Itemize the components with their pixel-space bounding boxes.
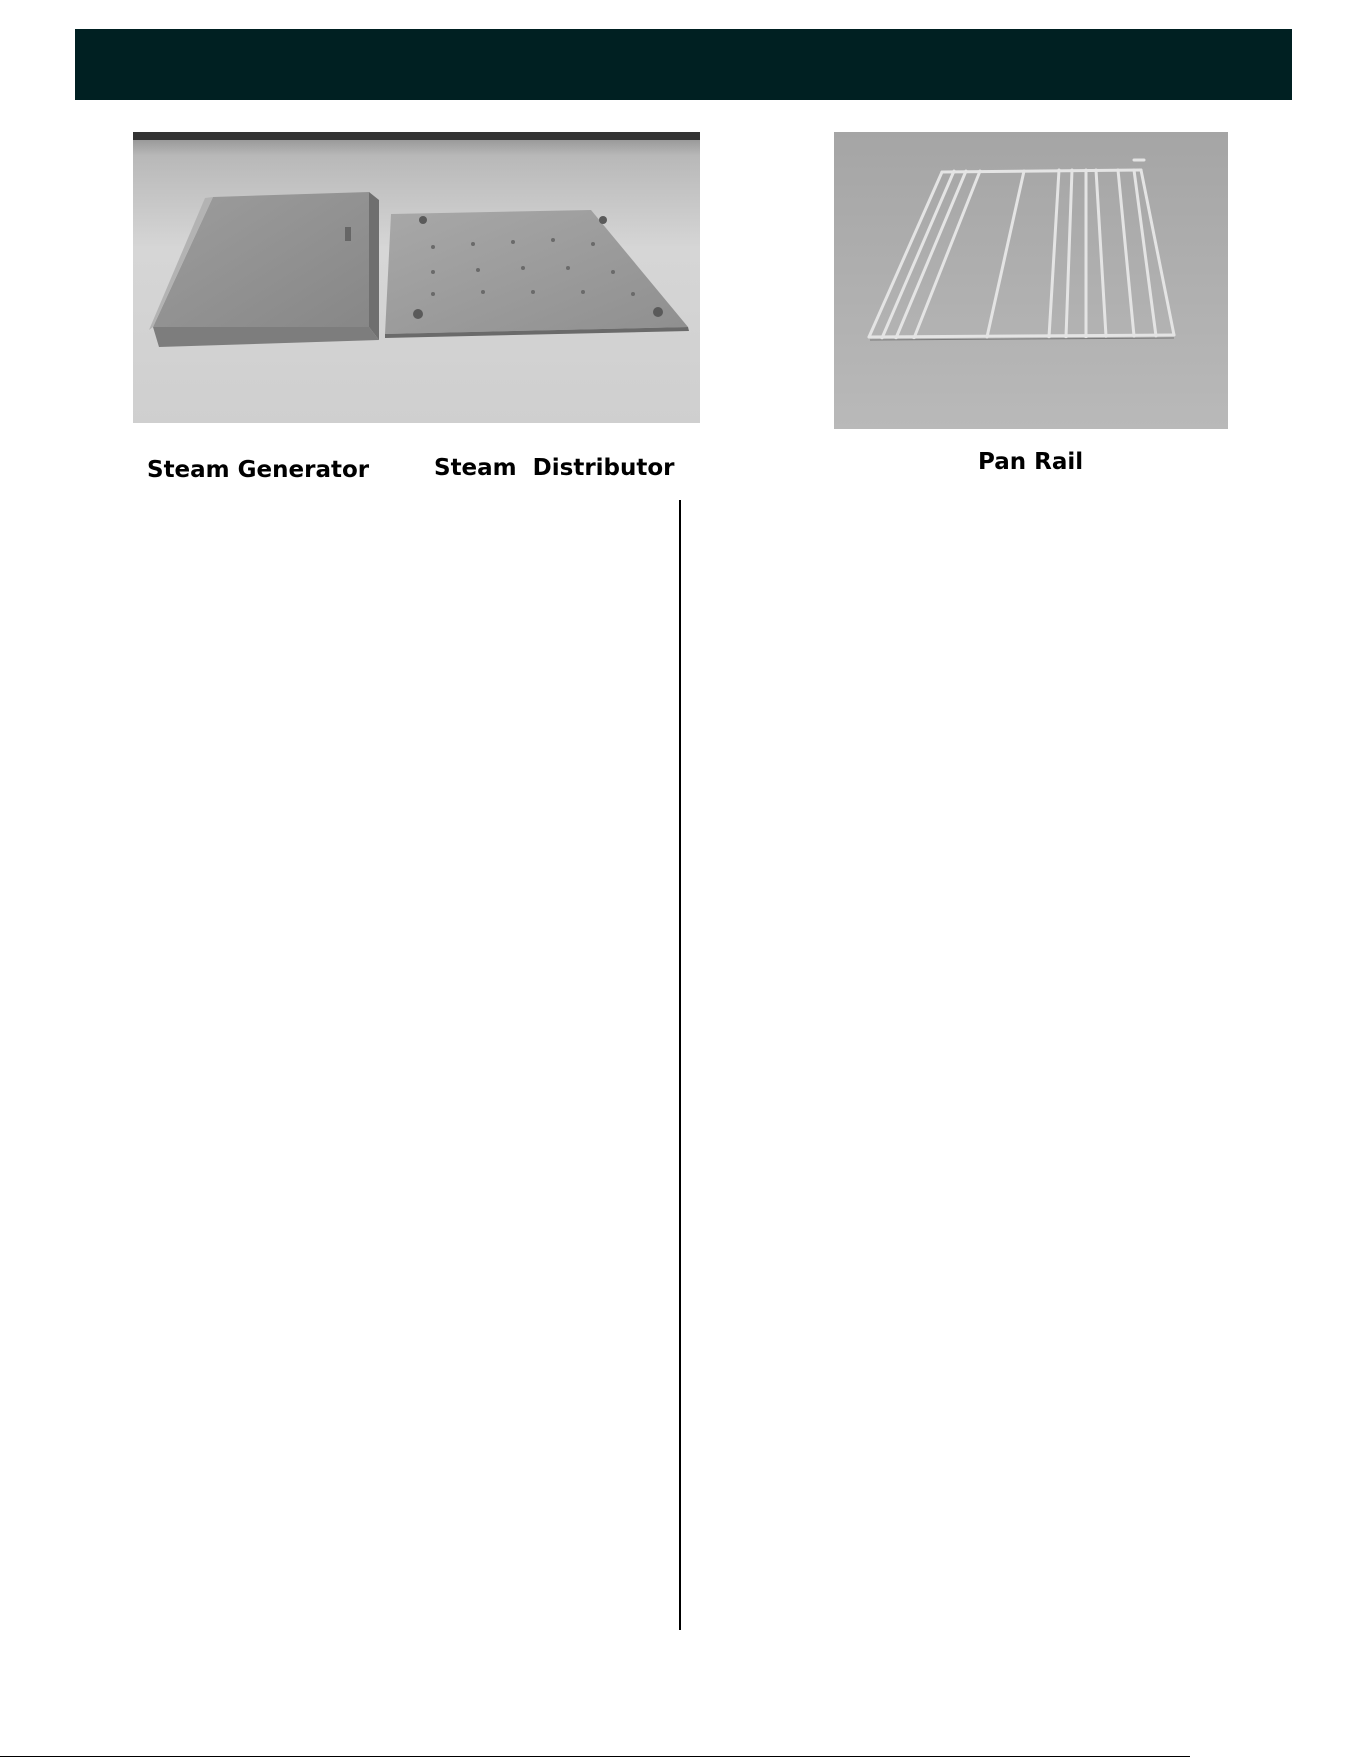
header-bar — [75, 29, 1292, 100]
footer-rule — [0, 1756, 1190, 1757]
pan-rail-caption: Pan Rail — [978, 449, 1084, 475]
column-divider — [679, 500, 681, 1630]
pan-rail-photo — [834, 132, 1228, 429]
steam-distributor-caption: Steam Distributor — [434, 455, 675, 481]
steam-generator-and-distributor-photo — [133, 132, 700, 423]
steam-generator-caption: Steam Generator — [147, 457, 370, 483]
